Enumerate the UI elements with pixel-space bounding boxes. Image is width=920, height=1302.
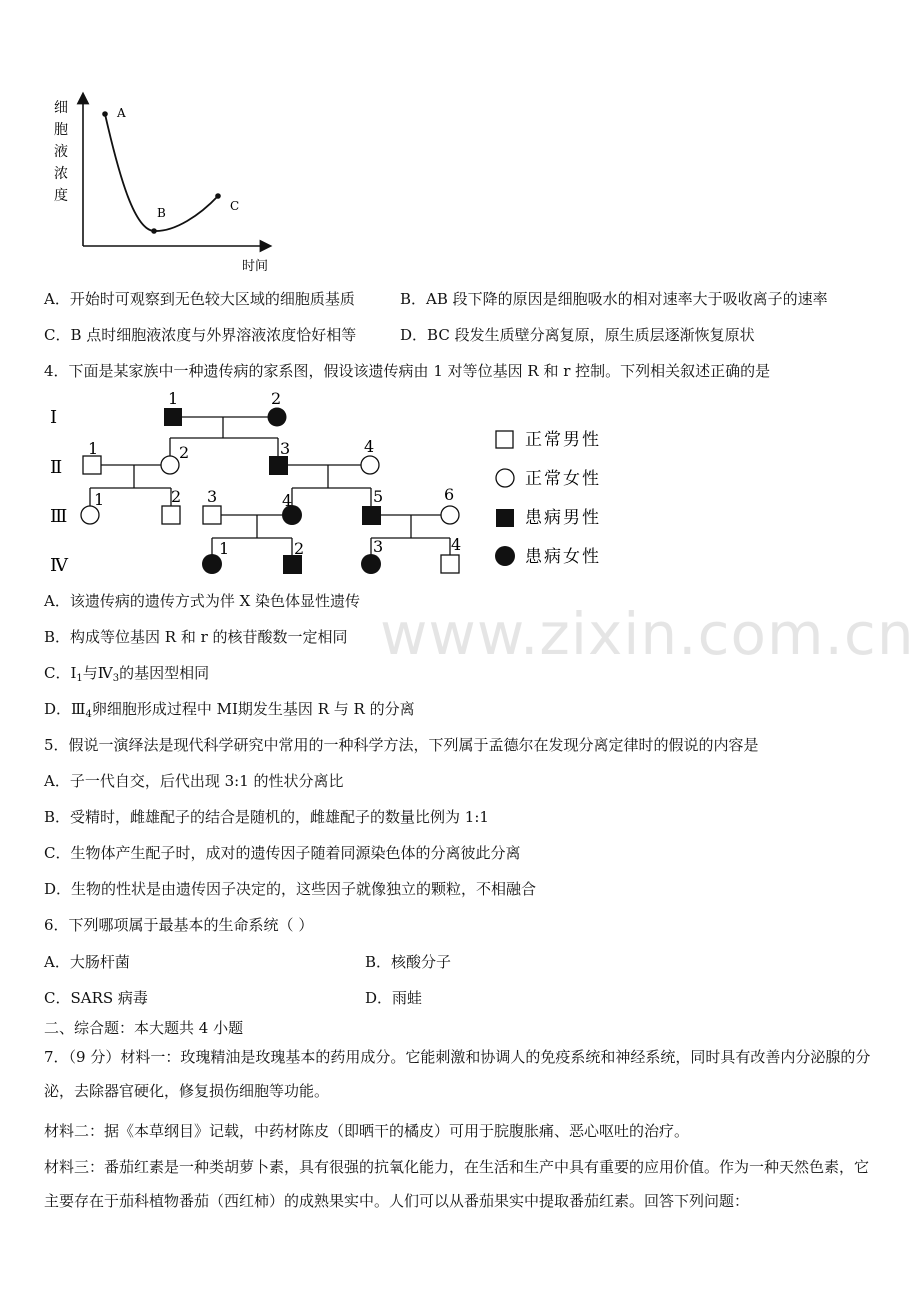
q6-stem: 6．下列哪项属于最基本的生命系统（ ）	[44, 916, 314, 934]
legend-affected-male-symbol	[496, 509, 514, 527]
q6-option-c: C．SARS 病毒	[44, 989, 148, 1007]
legend-normal-female-symbol	[496, 469, 514, 487]
q4-option-d-prefix: D．Ⅲ	[44, 700, 86, 718]
q4-option-d-suffix: 卵细胞形成过程中 MⅠ期发生基因 R 与 R 的分离	[91, 700, 415, 718]
generation-label: Ⅲ	[50, 506, 68, 527]
q3-option-b: B．AB 段下降的原因是细胞吸水的相对速率大于吸收离子的速率	[400, 290, 828, 308]
q4-stem: 4．下面是某家族中一种遗传病的家系图，假设该遗传病由 1 对等位基因 R 和 r 控制。下列相关叙述正确的是	[44, 362, 771, 380]
watermark: www.zixin.com.cn	[380, 600, 915, 668]
individual-number: 6	[444, 485, 455, 504]
individual-number: 3	[280, 439, 291, 458]
normal-female	[161, 456, 179, 474]
normal-female	[361, 456, 379, 474]
q4-option-b: B．构成等位基因 R 和 r 的核苷酸数一定相同	[44, 628, 348, 646]
q7-material-1: 7．（9 分）材料一：玫瑰精油是玫瑰基本的药用成分。它能刺激和协调人的免疫系统和神经系统，同时具有改善内分泌腺的分泌，去除器官硬化，修复损伤细胞等功能。	[44, 1048, 871, 1100]
legend-normal-male: 正常男性	[525, 430, 601, 450]
legend-normal-female: 正常女性	[525, 469, 601, 489]
q4-option-c-mid: 与Ⅳ	[82, 664, 113, 682]
q7-material-2: 材料二：据《本草纲目》记载，中药材陈皮（即晒干的橘皮）可用于脘腹胀痛、恶心呕吐的治疗。	[44, 1122, 690, 1140]
y-label-char: 胞	[54, 122, 68, 138]
individual-number: 2	[271, 389, 282, 408]
point-a	[102, 111, 108, 117]
normal-male	[162, 506, 180, 524]
individual-number: 3	[373, 537, 384, 556]
generation-label: Ⅳ	[50, 555, 68, 576]
subscript: 1	[76, 673, 83, 684]
individual-number: 4	[364, 437, 375, 456]
normal-male	[203, 506, 221, 524]
legend-affected-female-symbol	[495, 546, 515, 566]
individual-number: 4	[451, 535, 462, 554]
legend-affected-male: 患病男性	[525, 508, 601, 528]
y-label-char: 细	[54, 100, 68, 116]
concentration-graph	[40, 90, 290, 280]
affected-male	[362, 506, 381, 525]
affected-male	[164, 408, 182, 426]
affected-female	[268, 408, 287, 427]
label-b: B	[157, 206, 166, 220]
point-c	[215, 193, 221, 199]
individual-number: 1	[168, 389, 179, 408]
legend-normal-male-symbol	[496, 431, 513, 448]
normal-female	[441, 506, 459, 524]
q3-option-c: C．B 点时细胞液浓度与外界溶液浓度恰好相等	[44, 326, 357, 344]
label-c: C	[230, 199, 240, 213]
q5-option-d: D．生物的性状是由遗传因子决定的，这些因子就像独立的颗粒，不相融合	[44, 880, 537, 898]
q4-option-d	[44, 699, 415, 725]
q6-option-d: D．雨蛙	[365, 989, 423, 1007]
pedigree-chart	[40, 388, 640, 584]
q4-option-c-suffix: 的基因型相同	[119, 664, 210, 682]
normal-male	[441, 555, 459, 573]
q5-option-b: B．受精时，雌雄配子的结合是随机的，雌雄配子的数量比例为 1:1	[44, 808, 489, 826]
individual-number: 1	[219, 539, 230, 558]
individual-number: 1	[94, 490, 105, 509]
subscript: 3	[112, 673, 120, 684]
q7-material-3: 材料三：番茄红素是一种类胡萝卜素，具有很强的抗氧化能力，在生活和生产中具有重要的应用价值。作为一种天然色素，它主要存在于茄科植物番茄（西红柿）的成熟果实中。人们可以从番茄果实中提取番茄红素。回答下列问题：	[44, 1158, 870, 1210]
individual-number: 5	[373, 487, 384, 506]
normal-male	[83, 456, 101, 474]
y-label-char: 度	[54, 188, 68, 204]
point-b	[151, 228, 157, 234]
affected-male	[269, 456, 288, 475]
affected-female	[361, 554, 381, 574]
q4-option-a: A．该遗传病的遗传方式为伴 X 染色体显性遗传	[44, 592, 361, 610]
legend-affected-female: 患病女性	[525, 547, 601, 567]
generation-label: Ⅰ	[50, 407, 58, 428]
q4-option-c	[44, 663, 209, 689]
individual-number: 4	[282, 491, 293, 510]
y-label-char: 浓	[54, 166, 68, 182]
individual-number: 2	[179, 443, 190, 462]
individual-number: 2	[171, 487, 182, 506]
individual-number: 2	[294, 539, 305, 558]
q6-option-b: B．核酸分子	[365, 953, 452, 971]
q4-option-c-prefix: C．Ⅰ	[44, 664, 77, 682]
q5-stem: 5．假说一演绎法是现代科学研究中常用的一种科学方法，下列属于孟德尔在发现分离定律时的假说的内容是	[44, 736, 759, 754]
subscript: 4	[85, 709, 92, 720]
q6-option-a: A．大肠杆菌	[44, 953, 130, 971]
section-heading: 二、综合题：本大题共 4 小题	[44, 1019, 244, 1037]
label-a: A	[117, 106, 126, 120]
individual-number: 3	[207, 487, 218, 506]
q5-option-a: A．子一代自交，后代出现 3:1 的性状分离比	[44, 772, 344, 790]
generation-label: Ⅱ	[50, 457, 63, 478]
q3-option-d: D．BC 段发生质壁分离复原，原生质层逐渐恢复原状	[400, 326, 755, 344]
q3-option-a: A．开始时可观察到无色较大区域的细胞质基质	[44, 290, 355, 308]
x-axis-label: 时间	[242, 259, 269, 274]
y-label-char: 液	[54, 144, 68, 160]
q5-option-c: C．生物体产生配子时，成对的遗传因子随着同源染色体的分离彼此分离	[44, 844, 521, 862]
individual-number: 1	[88, 439, 99, 458]
pedigree-lines	[90, 417, 450, 555]
